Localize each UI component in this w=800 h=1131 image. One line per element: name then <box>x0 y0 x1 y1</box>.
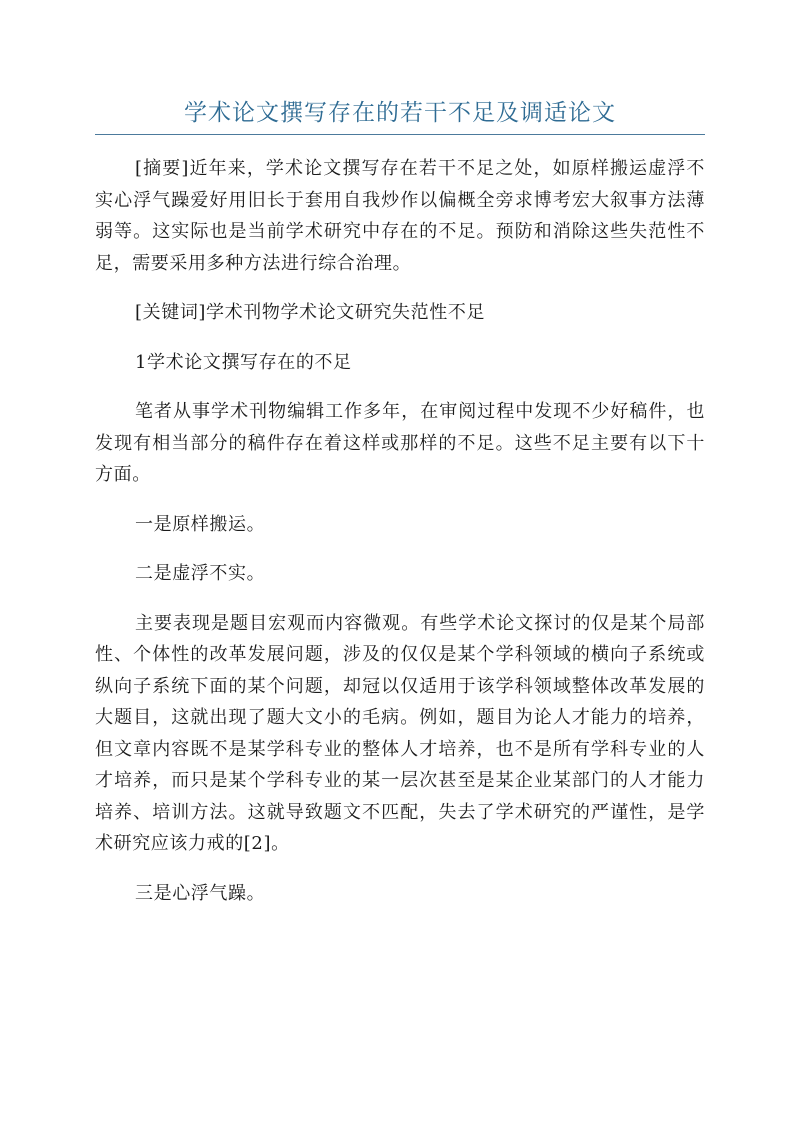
body-paragraph: 笔者从事学术刊物编辑工作多年，在审阅过程中发现不少好稿件，也发现有相当部分的稿件存在着这样或那样的不足。这些不足主要有以下十方面。 <box>95 401 705 485</box>
document-page <box>95 0 705 927</box>
title-underline <box>95 134 705 135</box>
document-body <box>95 153 705 909</box>
keywords-paragraph: [关键词]学术刊物学术论文研究失范性不足 <box>135 302 486 323</box>
list-item-paragraph: 三是心浮气躁。 <box>135 882 266 904</box>
document-title: 学术论文撰写存在的若干不足及调适论文 <box>184 100 616 126</box>
abstract-paragraph: [摘要]近年来，学术论文撰写存在若干不足之处，如原样搬运虚浮不实心浮气躁爱好用旧长于套用自我炒作以偏概全旁求博考宏大叙事方法薄弱等。这实际也是当前学术研究中存在的不足。预防和消除这些失范性不足，需要采用多种方法进行综合治理。 <box>95 158 705 274</box>
body-paragraph: 主要表现是题目宏观而内容微观。有些学术论文探讨的仅是某个局部性、个体性的改革发展问题，涉及的仅仅是某个学科领域的横向子系统或纵向子系统下面的某个问题，却冠以仅适用于该学科领域整体改革发展的大题目，这就出现了题大文小的毛病。例如，题目为论人才能力的培养，但文章内容既不是某学科专业的整体人才培养，也不是所有学科专业的人才培养，而只是某个学科专业的某一层次甚至是某企业某部门的人才能力培养、培训方法。这就导致题文不匹配，失去了学术研究的严谨性，是学术研究应该力戒的[2]。 <box>95 612 705 854</box>
section-heading: 1学术论文撰写存在的不足 <box>135 351 352 373</box>
list-item-paragraph: 一是原样搬运。 <box>135 513 266 535</box>
list-item-paragraph: 二是虚浮不实。 <box>135 563 266 584</box>
